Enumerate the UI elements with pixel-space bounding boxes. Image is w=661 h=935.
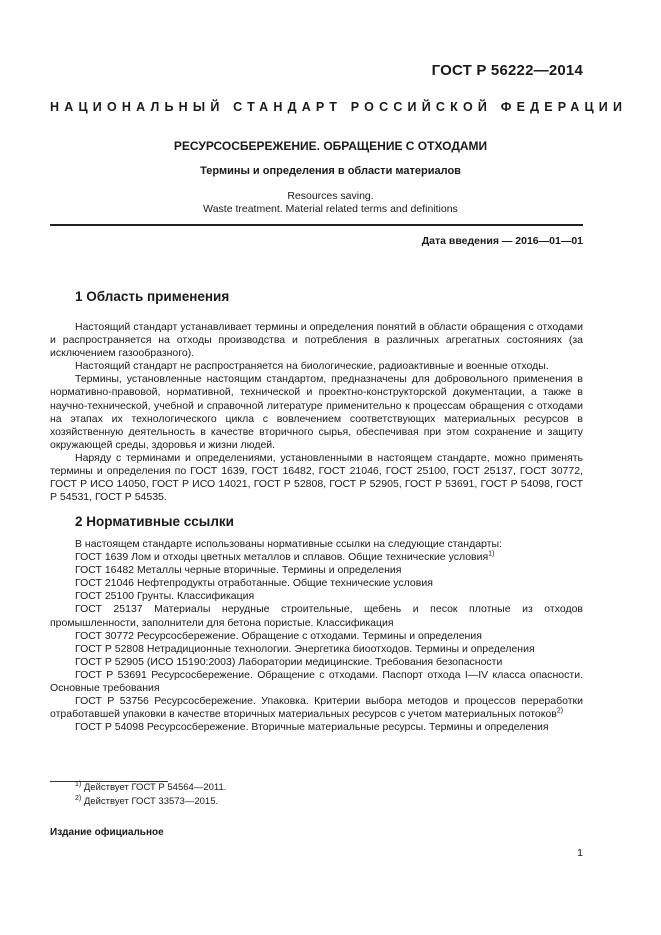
introduction-date: Дата введения — 2016—01—01 [421, 235, 583, 247]
section-1-body [50, 321, 583, 504]
reference-item: ГОСТ 21046 Нефтепродукты отработанные. Общие технические условия [75, 577, 433, 590]
reference-item: ГОСТ Р 52905 (ИСО 15190:2003) Лаборатории медицинские. Требования безопасности [75, 655, 503, 668]
reference-text: ГОСТ 1639 Лом и отходы цветных металлов и сплавов. Общие технические условия [75, 551, 489, 564]
footnotes [75, 781, 226, 809]
official-edition-label: Издание официальное [50, 827, 164, 838]
english-title-line2: Waste treatment. Material related terms and definitions [203, 203, 458, 215]
national-standard-heading: НАЦИОНАЛЬНЫЙ СТАНДАРТ РОССИЙСКОЙ ФЕДЕРАЦИИ [50, 100, 628, 114]
reference-item [50, 695, 583, 721]
reference-item: ГОСТ Р 53691 Ресурсосбережение. Обращение с отходами. Паспорт отхода I—IV класса опасности. Основные требования [50, 668, 583, 695]
paragraph: В настоящем стандарте использованы нормативные ссылки на следующие стандарты: [75, 538, 502, 550]
paragraph: Наряду с терминами и определениями, установленными в настоящем стандарте, можно применять термины и определения по ГОСТ 1639, ГОСТ 16482, ГОСТ 21046, ГОСТ 25100, ГОСТ 25137, ГОСТ 30772, ГОСТ Р ИСО 14050, ГОСТ Р ИСО 14021, ГОСТ Р 52808, ГОСТ Р 52905, ГОСТ Р 53691, ГОСТ Р 54098, ГОСТ Р 54531, ГОСТ Р 54535. [50, 451, 583, 504]
footnote-text: Действует ГОСТ 33573—2015. [81, 796, 219, 807]
reference-item: ГОСТ Р 52808 Нетрадиционные технологии. Энергетика биоотходов. Термины и определения [75, 642, 535, 655]
reference-text: ГОСТ Р 53756 Ресурсосбережение. Упаковка. Критерии выбора методов и процессов переработки отработавшей упаковки в качестве вторичных материальных ресурсов с учетом материальных потоков [50, 695, 583, 721]
paragraph: Термины, установленные настоящим стандартом, предназначены для добровольного применения в нормативно-правовой, нормативной, технической и проектно-конструкторской документации, а также в научно-технической, учебной и справочной литературе применительно к процессам обращения с отходами на этапах их технологического цикла с вовлечением соответствующих материальных ресурсов в хозяйственную деятельность в качестве вторичного сырья, обеспечивая при этом сохранение и защиту окружающей среды, здоровья и жизни людей. [50, 373, 583, 451]
reference-item: ГОСТ 25100 Грунты. Классификация [75, 590, 255, 603]
section-2-heading: 2 Нормативные ссылки [75, 514, 234, 529]
page-number: 1 [577, 847, 583, 859]
paragraph: Настоящий стандарт устанавливает термины и определения понятий в области обращения с отходами и распространяется на отходы производства и потребления в различных агрегатных состояниях (за исключением газообразного). [50, 321, 583, 360]
english-title-line1: Resources saving. [287, 190, 374, 202]
reference-item [50, 551, 583, 564]
paragraph: Настоящий стандарт не распространяется на биологические, радиоактивные и военные отходы. [75, 360, 549, 373]
footnote-marker: 1) [488, 550, 495, 558]
english-title [0, 190, 661, 216]
footnote-marker: 2) [556, 707, 564, 715]
footnote-mark: 2) [75, 794, 82, 802]
header-rule [50, 224, 583, 226]
reference-item: ГОСТ 16482 Металлы черные вторичные. Термины и определения [75, 564, 402, 577]
footnote-text: Действует ГОСТ Р 54564—2011. [81, 782, 227, 793]
reference-item: ГОСТ 25137 Материалы нерудные строительные, щебень и песок плотные из отходов промышленности, заполнители для бетона пористые. Классификация [50, 603, 583, 629]
reference-item: ГОСТ 30772 Ресурсосбережение. Обращение с отходами. Термины и определения [75, 629, 482, 642]
footnote-2 [75, 795, 226, 809]
document-title: РЕСУРСОСБЕРЕЖЕНИЕ. ОБРАЩЕНИЕ С ОТХОДАМИ [173, 139, 488, 153]
footnote-mark: 1) [75, 780, 82, 788]
reference-item: ГОСТ Р 54098 Ресурсосбережение. Вторичные материальные ресурсы. Термины и определения [75, 721, 549, 734]
footnote-1 [75, 781, 226, 795]
section-1-heading: 1 Область применения [75, 289, 230, 304]
section-2-body [50, 538, 583, 734]
document-subtitle: Термины и определения в области материалов [200, 165, 461, 177]
gost-number: ГОСТ Р 56222—2014 [431, 62, 583, 79]
